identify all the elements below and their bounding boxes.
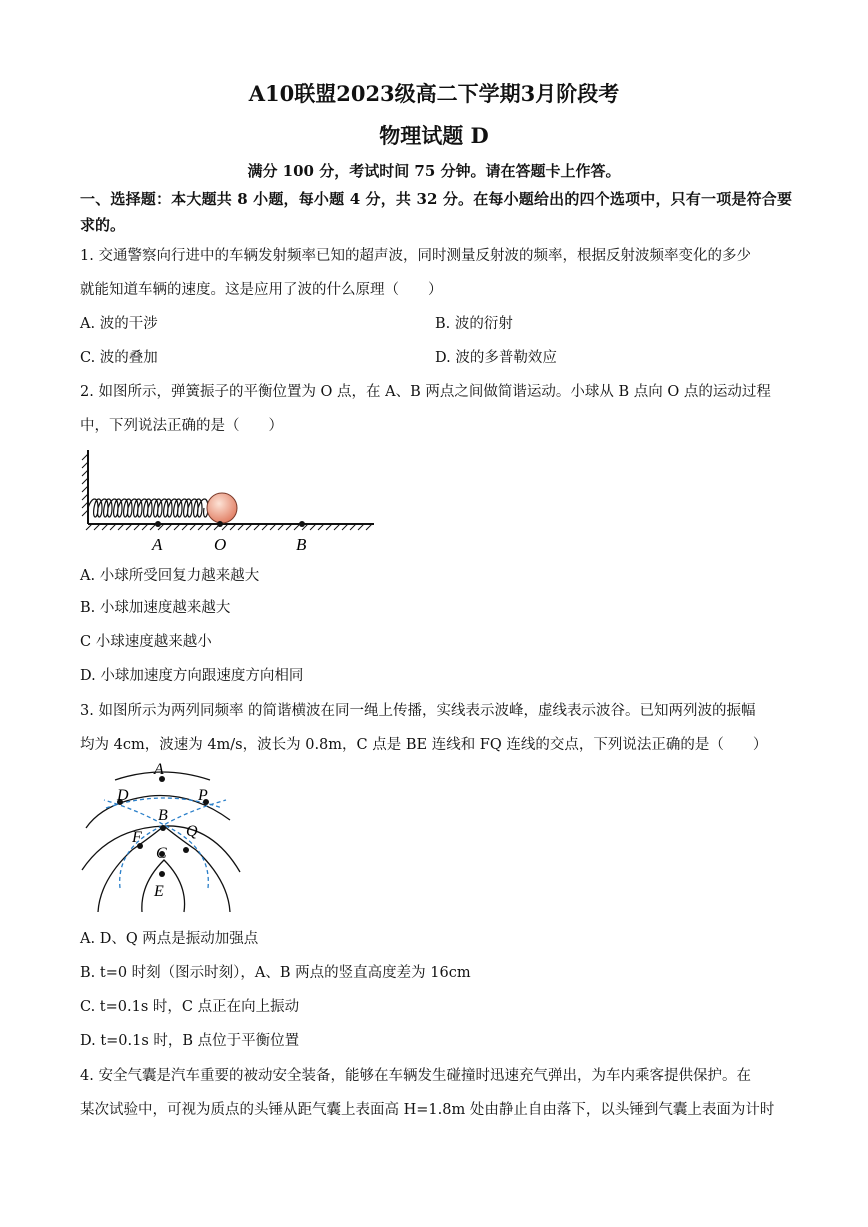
q2-option-b: B. 小球加速度越来越大 <box>80 600 231 616</box>
q2-stem-line1: 2. 如图所示，弹簧振子的平衡位置为 O 点，在 A、B 两点之间做简谐运动。小球从 B 点向 O 点的运动过程 <box>80 384 771 400</box>
q1-stem-line2: 就能知道车辆的速度。这是应用了波的什么原理（ ） <box>80 282 443 298</box>
q1-option-c: C. 波的叠加 <box>80 350 158 366</box>
point-a-label: A <box>152 535 163 554</box>
label-c: C <box>156 845 167 862</box>
q2-option-a: A. 小球所受回复力越来越大 <box>80 568 260 584</box>
label-f: F <box>132 829 142 846</box>
q3-option-d: D. t=0.1s 时，B 点位于平衡位置 <box>80 1033 300 1049</box>
label-q: Q <box>186 823 198 840</box>
q3-option-c: C. t=0.1s 时，C 点正在向上振动 <box>80 999 300 1015</box>
label-e: E <box>154 883 164 900</box>
point-o-label: O <box>214 535 227 554</box>
section-heading: 一、选择题：本大题共 8 小题，每小题 4 分，共 32 分。在每小题给出的四个选项中，只有一项是符合要求的。 <box>80 190 792 234</box>
wave-interference-figure <box>80 762 250 920</box>
label-a: A <box>154 762 164 778</box>
exam-info: 满分 100 分，考试时间 75 分钟。请在答题卡上作答。 <box>247 162 621 180</box>
q2-option-d: D. 小球加速度方向跟速度方向相同 <box>80 668 304 684</box>
label-p: P <box>198 787 208 804</box>
q1-option-a: A. 波的干涉 <box>80 316 158 332</box>
q3-stem-line2: 均为 4cm，波速为 4m/s，波长为 0.8m，C 点是 BE 连线和 FQ 连线的交点，下列说法正确的是（ ） <box>80 737 768 753</box>
q1-stem-line1: 1. 交通警察向行进中的车辆发射频率已知的超声波，同时测量反射波的频率，根据反射波频率变化的多少 <box>80 248 751 264</box>
spring-oscillator-figure <box>78 448 378 556</box>
exam-title: A10联盟2023级高二下学期3月阶段考 <box>248 81 620 106</box>
ball <box>207 493 237 523</box>
q1-option-b: B. 波的衍射 <box>435 316 513 332</box>
q4-stem-line1: 4. 安全气囊是汽车重要的被动安全装备，能够在车辆发生碰撞时迅速充气弹出，为车内乘客提供保护。在 <box>80 1068 751 1084</box>
q2-option-c: C 小球速度越来越小 <box>80 634 212 650</box>
q2-stem-line2: 中，下列说法正确的是（ ） <box>80 418 283 434</box>
q1-option-d: D. 波的多普勒效应 <box>435 350 557 366</box>
label-d: D <box>117 787 129 804</box>
q3-option-a: A. D、Q 两点是振动加强点 <box>80 931 259 947</box>
exam-subtitle: 物理试题 D <box>379 123 489 148</box>
q4-stem-line2: 某次试验中，可视为质点的头锤从距气囊上表面高 H=1.8m 处由静止自由落下，以头锤到气囊上表面为计时 <box>80 1102 775 1118</box>
point-b-label: B <box>296 535 307 554</box>
label-b: B <box>158 807 168 824</box>
q3-stem-line1: 3. 如图所示为两列同频率 的简谐横波在同一绳上传播，实线表示波峰，虚线表示波谷。已知两列波的振幅 <box>80 703 756 719</box>
q3-option-b: B. t=0 时刻（图示时刻），A、B 两点的竖直高度差为 16cm <box>80 965 471 981</box>
spring <box>88 499 208 517</box>
